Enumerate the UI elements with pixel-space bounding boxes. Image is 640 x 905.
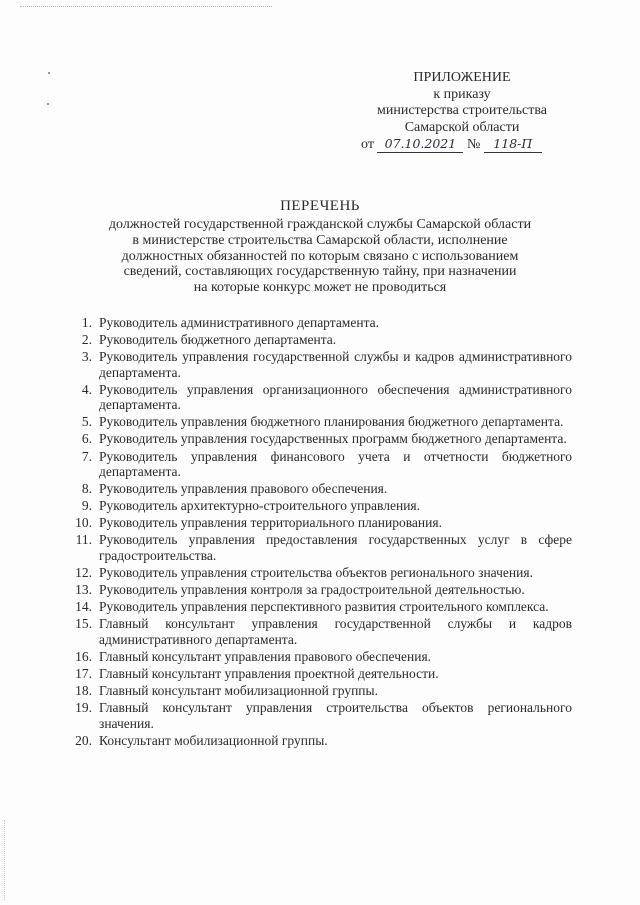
list-item	[62, 414, 572, 430]
list-item	[62, 431, 572, 447]
scan-speck	[47, 103, 49, 105]
list-item-number: 9.	[81, 498, 92, 514]
order-number-handwritten: 118-П	[484, 136, 542, 153]
list-item	[62, 481, 572, 497]
list-item-text: Главный консультант мобилизационной группы.	[99, 683, 378, 699]
header-line: к приказу	[433, 86, 491, 102]
header-line: Самарской области	[404, 119, 520, 135]
list-item-text: Главный консультант управления правового обеспечения.	[99, 648, 432, 664]
subtitle-line: в министерстве строительства Самарской области, исполнение	[132, 232, 508, 248]
list-item-number: 8.	[81, 481, 92, 497]
list-item-number: 20.	[75, 732, 92, 748]
document-title: ПЕРЕЧЕНЬ	[280, 198, 360, 214]
list-item	[62, 666, 572, 682]
list-item-number: 2.	[81, 332, 92, 348]
list-item	[62, 449, 572, 480]
document-subtitle	[60, 217, 580, 296]
list-item	[62, 565, 572, 581]
list-item	[62, 616, 572, 647]
list-item-number: 1.	[81, 315, 92, 330]
list-item-number: 14.	[75, 599, 92, 615]
list-item	[62, 532, 572, 563]
list-item	[62, 332, 572, 348]
list-item	[62, 349, 572, 380]
list-item-text: Руководитель управления строительства объектов регионального значения.	[99, 565, 533, 581]
list-item-number: 5.	[81, 414, 92, 430]
list-item-text: Консультант мобилизационной группы.	[99, 732, 328, 748]
list-item	[62, 733, 572, 749]
list-item-number: 18.	[75, 683, 92, 699]
header-line: министерства строительства	[376, 103, 548, 118]
order-number-prefix: №	[466, 137, 481, 152]
list-item-text: Руководитель архитектурно-строительного управления.	[99, 498, 421, 514]
list-item-number: 12.	[75, 565, 92, 581]
list-item-text: Руководитель управления организационного обеспечения административного департамента.	[99, 381, 572, 413]
list-item-text: Руководитель бюджетного департамента.	[99, 332, 337, 348]
subtitle-line: должностных обязанностей по которым связано с использованием	[121, 248, 519, 264]
order-date-prefix: от	[361, 137, 374, 152]
scan-speck	[48, 72, 50, 74]
document-title-block	[60, 198, 580, 296]
subtitle-line: на которые конкурс может не проводиться	[193, 280, 447, 296]
list-item-number: 4.	[81, 381, 92, 397]
list-item-text: Главный консультант управления строительства объектов регионального значения.	[99, 700, 572, 731]
order-reference	[361, 136, 542, 153]
list-item-text: Руководитель управления перспективного развития строительного комплекса.	[99, 599, 549, 615]
list-item	[62, 683, 572, 699]
scan-artifact-top	[20, 6, 272, 7]
list-item	[62, 315, 572, 331]
list-item-text: Руководитель управления предоставления государственных услуг в сфере градостроительства.	[99, 532, 572, 563]
list-item-text: Руководитель административного департамента.	[99, 315, 379, 330]
header-line: ПРИЛОЖЕНИЕ	[413, 70, 511, 85]
order-date-handwritten: 07.10.2021	[377, 136, 463, 153]
list-item-number: 16.	[75, 648, 92, 664]
list-item-text: Руководитель управления государственных программ бюджетного департамента.	[99, 431, 567, 447]
list-item-number: 3.	[81, 349, 92, 365]
list-item-text: Руководитель управления государственной службы и кадров административного департамента.	[99, 349, 572, 380]
list-item	[62, 700, 572, 731]
list-item	[62, 599, 572, 615]
list-item-text: Руководитель управления бюджетного планирования бюджетного департамента.	[99, 414, 564, 430]
appendix-header	[352, 70, 572, 136]
scan-artifact-left	[4, 820, 5, 900]
list-item-number: 11.	[75, 532, 92, 548]
list-item-number: 15.	[75, 616, 92, 632]
list-item-text: Руководитель управления финансового учета и отчетности бюджетного департамента.	[99, 448, 572, 480]
list-item-text: Руководитель управления территориального планирования.	[99, 515, 442, 531]
list-item-text: Руководитель управления контроля за градостроительной деятельностью.	[99, 582, 525, 598]
list-item-text: Руководитель управления правового обеспечения.	[99, 481, 388, 497]
list-item	[62, 498, 572, 514]
subtitle-line: должностей государственной гражданской службы Самарской области	[108, 217, 532, 232]
list-item	[62, 515, 572, 531]
subtitle-line: сведений, составляющих государственную тайну, при назначении	[123, 264, 517, 280]
list-item	[62, 382, 572, 413]
list-item-number: 17.	[75, 666, 92, 681]
list-item-number: 19.	[75, 700, 92, 716]
list-item-number: 13.	[75, 582, 92, 598]
list-item-number: 6.	[81, 431, 92, 447]
list-item-text: Главный консультант управления государственной службы и кадров административного департамента.	[99, 616, 572, 647]
list-item	[62, 582, 572, 598]
list-item	[62, 649, 572, 665]
positions-list	[62, 315, 572, 750]
list-item-text: Главный консультант управления проектной деятельности.	[99, 666, 439, 681]
list-item-number: 10.	[75, 515, 92, 531]
list-item-number: 7.	[81, 448, 92, 464]
